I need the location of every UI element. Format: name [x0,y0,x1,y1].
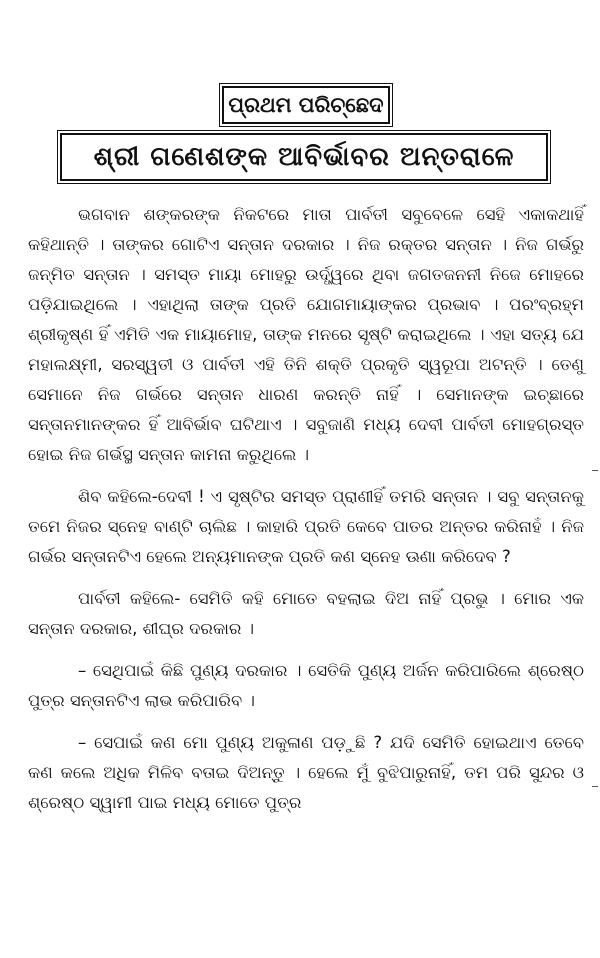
paragraph: – ସେପାଇଁ କଣ ମୋ ପୁଣ୍ୟ ଅକୁଳାଣ ପଡ଼ୁଛି ? ଯଦି ସେମିତି ହୋଇଥାଏ ତେବେ କଣ କଲେ ଅଧିକ ମିଳିବ ବତାଇ ଦିଅନ୍ତୁ । ହେଲେ ମୁଁ ବୁଝିପାରୁନାହିଁ, ତମ ପରି ସୁନ୍ଦର ଓ ଶ୍ରେଷ୍ଠ ସ୍ୱାମୀ ପାଇ ମଧ୍ୟ ମୋତେ ପୁତ୍ର [28,733,584,812]
paragraph: ଶିବ କହିଲେ-ଦେବୀ ! ଏ ସୃଷ୍ଟିର ସମସ୍ତ ପ୍ରାଣୀହିଁ ତମରି ସନ୍ତାନ । ସବୁ ସନ୍ତାନକୁ ତମେ ନିଜର ସ୍ନେହ ବାଣ୍ଟି ଚାଲିଛ । କାହାରି ପ୍ରତି କେବେ ପାତର ଅନ୍ତର କରିନାହଁ । ନିଜ ଗର୍ଭର ସନ୍ତାନଟିଏ ହେଲେ ଅନ୍ୟମାନଙ୍କ ପ୍ରତି କଣ ସ୍ନେହ ଊଣା କରିଦେବ ? [28,487,584,566]
chapter-label: ପ୍ରଥମ ପରିଚ୍ଛେଦ [222,86,390,124]
paragraph: ଭଗବାନ ଶଙ୍କରଙ୍କ ନିକଟରେ ମାତା ପାର୍ବତୀ ସବୁବେଳେ ସେହି ଏକାକଥାହିଁ କହିଥାନ୍ତି । ତାଙ୍କର ଗୋଟିଏ ସନ୍ତାନ ଦରକାର । ନିଜ ରକ୍ତର ସନ୍ତାନ । ନିଜ ଗର୍ଭରୁ ଜନ୍ମିତ ସନ୍ତାନ । ସମସ୍ତ ମାୟା ମୋହରୁ ଉର୍ଦ୍ଧ୍ୱରେ ଥିବା ଜଗତଜନନୀ ନିଜେ ମୋହରେ ପଡ଼ିଯାଇଥିଲେ । ଏହାଥିଲା ତାଙ୍କ ପ୍ରତି ଯୋଗମାୟାଙ୍କର ପ୍ରଭାବ । ପରଂବ୍ରହ୍ମ ଶ୍ରୀକୃଷ୍ଣ ହିଁ ଏମିତି ଏକ ମାୟାମୋହ, ତାଙ୍କ ମନରେ ସୃଷ୍ଟି କରାଇଥିଲେ । ଏହା ସତ୍ୟ ଯେ ମହାଲକ୍ଷ୍ମୀ, ସରସ୍ୱତୀ ଓ ପାର୍ବତୀ ଏହି ତିନି ଶକ୍ତି ପ୍ରକୃତି ସ୍ୱରୂପା ଅଟନ୍ତି । ତେଣୁ ସେମାନେ ନିଜ ଗର୍ଭରେ ସନ୍ତାନ ଧାରଣ କରନ୍ତି ନାହିଁ । ସେମାନଙ୍କ ଇଚ୍ଛାରେ ସନ୍ତାନମାନଙ୍କର ହିଁ ଆବିର୍ଭାବ ଘଟିଥାଏ । ସବୁଜାଣି ମଧ୍ୟ ଦେବୀ ପାର୍ବତୀ ମୋହଗ୍ରସ୍ତ ହୋଇ ନିଜ ଗର୍ଭସ୍ଥ ସନ୍ତାନ କାମନା କରୁଥିଲେ । [28,205,584,464]
margin-mark [592,786,598,787]
chapter-title: ଶ୍ରୀ ଗଣେଶଙ୍କ ଆବିର୍ଭାବର ଅନ୍ତରାଳେ [60,133,548,181]
paragraph: ପାର୍ବତୀ କହିଲେ- ସେମିତି କହି ମୋତେ ବହଲାଇ ଦିଅ ନାହିଁ ପ୍ରଭୁ । ମୋର ଏକ ସନ୍ତାନ ଦରକାର, ଶୀଘ୍ର ଦରକାର । [28,589,584,638]
margin-mark [592,470,598,471]
paragraph: – ସେଥିପାଇଁ କିଛି ପୁଣ୍ୟ ଦରକାର । ସେତିକି ପୁଣ୍ୟ ଅର୍ଜନ କରିପାରିଲେ ଶ୍ରେଷ୍ଠ ପୁତ୍ର ସନ୍ତାନଟିଏ ଲାଭ କରିପାରିବ । [28,661,584,710]
body-text [28,200,584,830]
